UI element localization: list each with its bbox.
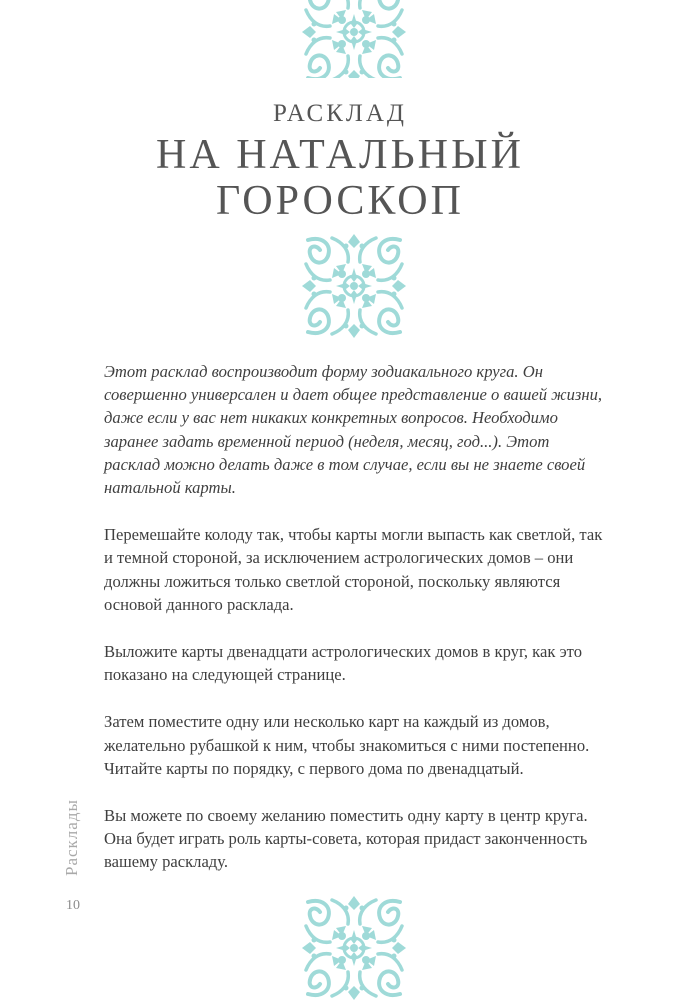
ornament-middle [302, 234, 406, 338]
ornament-tile-icon [302, 234, 406, 338]
title-kicker: РАСКЛАД [273, 100, 407, 127]
paragraph-shuffle: Перемешайте колоду так, чтобы карты могли выпасть как светлой, так и темной стороной, за исключением астрологических домов – они должны ложиться только светлой стороной, поскольку являются основой данного расклада. [104, 525, 603, 614]
page-number: 10 [66, 898, 80, 913]
intro-paragraph: Этот расклад воспроизводит форму зодиакального круга. Он совершенно универсален и дает общее представление о вашей жизни, даже если у вас нет никаких конкретных вопросов. Необходимо заранее задать временной период (неделя, месяц, год...). Этот расклад можно делать даже в том случае, если вы не знаете своей натальной карты. [104, 362, 603, 498]
paragraph-center-card: Вы можете по своему желанию поместить одну карту в центр круга. Она будет играть роль карты-совета, которая придаст законченность вашему раскладу. [104, 806, 588, 872]
ornament-tile-icon [302, 0, 406, 78]
ornament-top [302, 0, 406, 78]
title-line-2: ГОРОСКОП [216, 178, 464, 224]
ornament-bottom [302, 896, 406, 1004]
page-title [0, 96, 680, 224]
paragraph-houses: Выложите карты двенадцати астрологических домов в круг, как это показано на следующей странице. [104, 642, 583, 685]
body-text [104, 360, 609, 898]
title-line-1: НА НАТАЛЬНЫЙ [156, 132, 524, 178]
ornament-tile-icon [302, 896, 406, 1000]
paragraph-place-cards: Затем поместите одну или несколько карт на каждый из домов, желательно рубашкой к ним, чтобы знакомиться с ними постепенно. Читайте карты по порядку, с первого дома по двенадцатый. [104, 712, 590, 778]
section-label: Расклады [62, 799, 81, 876]
